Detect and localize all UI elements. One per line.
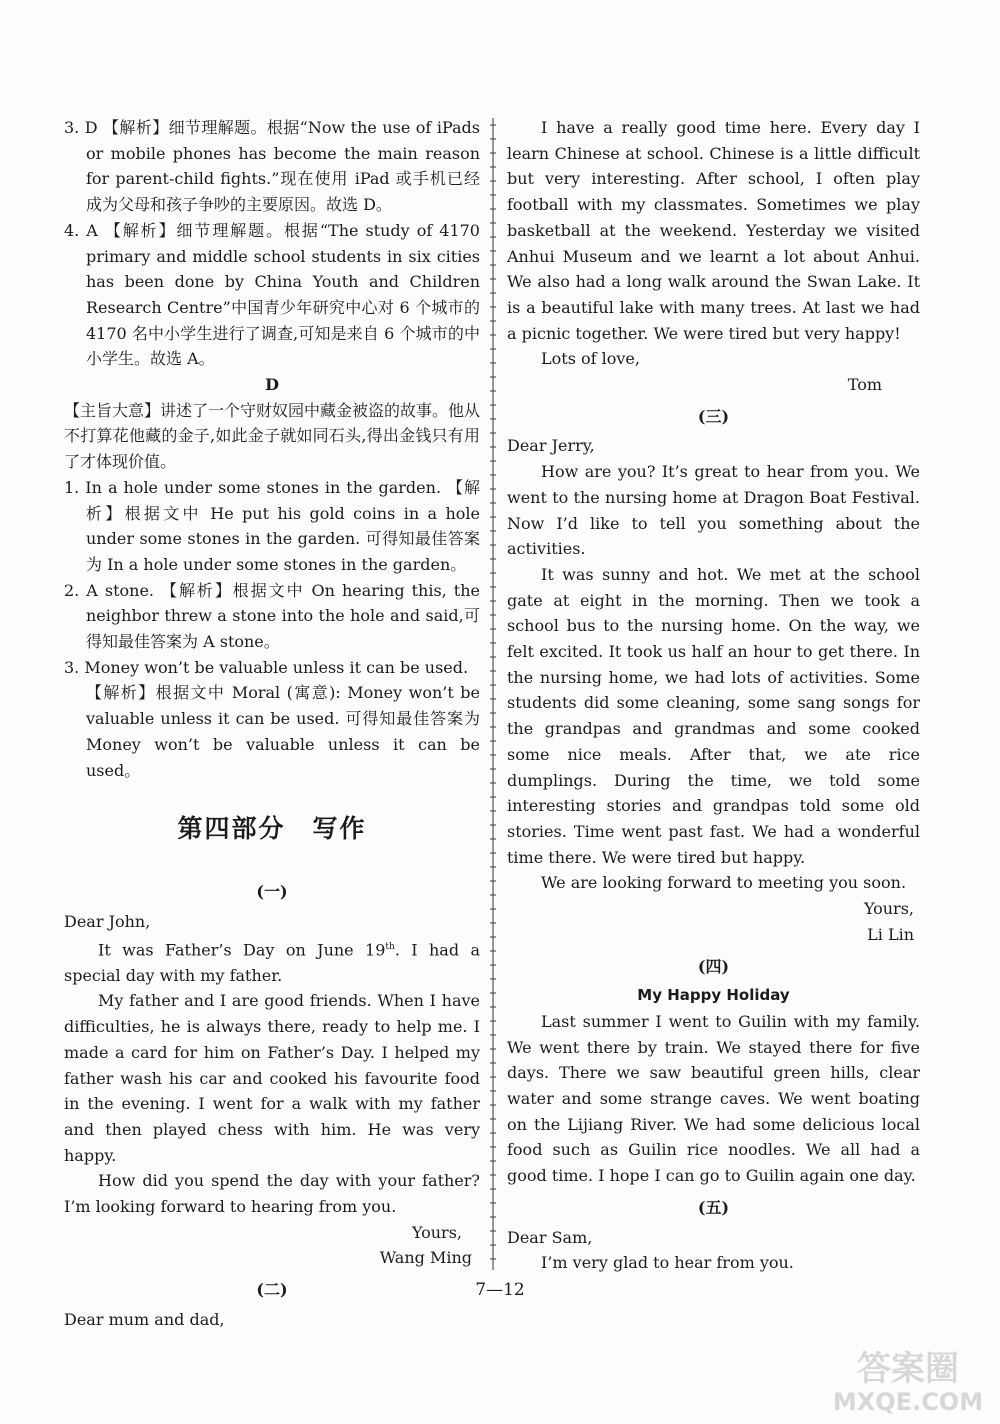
letter3-closing: Yours, [863,899,914,919]
letter3-signature: Li Lin [867,924,914,944]
letter2-closing: Lots of love, [541,349,640,369]
essay-title: My Happy Holiday [637,986,790,1005]
section-3-heading: (三) [697,406,730,426]
letter2-signature: Tom [847,375,882,395]
main-idea: 【主旨大意】讲述了一个守财奴园中藏金被盗的故事。他从不打算花他藏的金子,如此金子就如同石头,得出金钱只有用了才体现价值。 [64,400,481,472]
letter3-paragraph-3: We are looking forward to meeting you soon. [541,873,907,893]
letter1-signature: Wang Ming [379,1248,472,1268]
answer-3: 3. D 【解析】细节理解题。根据“Now the use of iPads or mobile phones has become the main reason for parent-child fights.”现在使用 iPad 或手机已经成为父母和孩子争吵的主要原因。故选 D。 [64,118,480,215]
letter1-closing: Yours, [411,1222,462,1242]
letter3-paragraph-2: It was sunny and hot. We met at the school gate at eight in the morning. Then we took a school bus to the nursing home. On the way, we felt excited. It took us half an hour to get there. In the nursing home, we had lots of activities. Some students did some cleaning, some sang songs for the grandpas and grandmas and some cooked some nice meals. After that, we ate rice dumplings. During the time, we told some interesting stories and grandpas told some old stories. Time went past fast. We had a wonderful time there. We were tired but happy. [507,564,920,867]
part-title: 第四部分 写作 [177,814,367,844]
letter2-body: I have a really good time here. Every day I learn Chinese at school. Chinese is a little difficult but very interesting. After school, I often play football with my classmates. Sometimes we play basketball at the weekend. Yesterday we visited Anhui Museum and we learnt a lot about Anhui. We also had a long walk around the Swan Lake. It is a beautiful lake with many trees. At last we had a picnic together. We were tired but very happy! [507,118,920,343]
letter1-paragraph-1: It was Father’s Day on June 19th. I had a special day with my father. [64,940,480,985]
answer-d1: 1. In a hole under some stones in the garden. 【解析】根据文中 He put his gold coins in a hole under some stones in the garden. 可得知最佳答案为 In a hole under some stones in the garden。 [64,477,480,574]
left-column [64,115,480,1333]
page-number: 7—12 [475,1280,525,1300]
answer-4: 4. A 【解析】细节理解题。根据“The study of 4170 primary and middle school students in six cities has been done by China Youth and Children Research Centre”中国青少年研究中心对 6 个城市的 4170 名中小学生进行了调查,可知是来自 6 个城市的中小学生。故选 A。 [64,220,480,369]
letter1-paragraph-3: How did you spend the day with your father? I’m looking forward to hearing from you. [64,1171,480,1217]
section-1-heading: (一) [256,882,288,902]
section-5-heading: (五) [697,1197,730,1217]
essay-body: Last summer I went to Guilin with my family. We went there by train. We stayed there for five days. There we saw beautiful green hills, clear water and some strange caves. We went boating on the Lijiang River. We had some delicious local food such as Guilin rice noodles. We all had a good time. I hope I can go to Guilin again one day. [507,1011,920,1186]
section-d-heading: D [265,375,279,395]
letter3-greeting: Dear Jerry, [507,436,595,456]
watermark-logo [828,1340,988,1416]
answer-d3-explanation: 【解析】根据文中 Moral (寓意): Money won’t be valuable unless it can be used. 可得知最佳答案为 Money won’t be valuable unless it can be used。 [86,683,480,780]
answer-d2: 2. A stone. 【解析】根据文中 On hearing this, the neighbor threw a stone into the hole and said,可得知最佳答案为 A stone。 [64,580,480,652]
watermark-bottom-text: MXQE.COM [832,1388,984,1416]
letter2-greeting: Dear mum and dad, [64,1309,225,1329]
letter3-paragraph-1: How are you? It’s great to hear from you. We went to the nursing home at Dragon Boat Festival. Now I’d like to tell you something about the activities. [507,462,920,559]
right-column [507,115,920,1276]
watermark-top-text: 答案圈 [857,1349,959,1389]
answer-d3: 3. Money won’t be valuable unless it can be used. [64,657,469,677]
letter1-paragraph-2: My father and I are good friends. When I have difficulties, he is always there, ready to help me. I made a card for him on Father’s Day. I helped my father wash his car and cooked his favourite food in the evening. I went for a walk with my father and then played chess with him. He was very happy. [64,991,480,1165]
letter5-greeting: Dear Sam, [507,1227,593,1247]
section-2-heading: (二) [256,1280,288,1300]
letter5-paragraph-1: I’m very glad to hear from you. [541,1253,794,1273]
letter1-greeting: Dear John, [64,911,151,931]
section-4-heading: (四) [697,956,730,976]
column-divider [488,118,498,1270]
